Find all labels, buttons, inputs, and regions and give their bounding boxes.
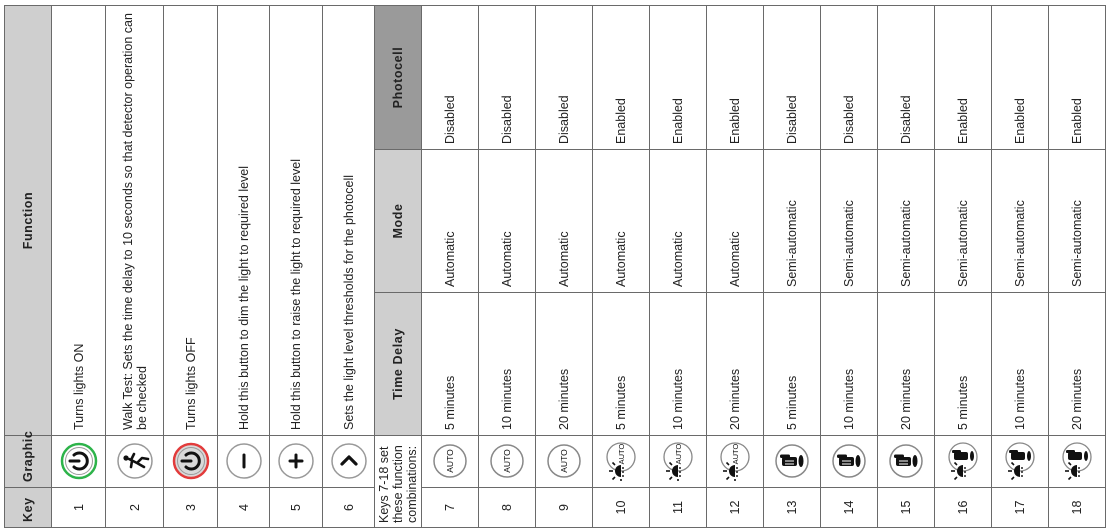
graphic-cell bbox=[650, 436, 707, 488]
time-delay-cell: 20 minutes bbox=[878, 293, 935, 436]
mode-cell: Automatic bbox=[650, 150, 707, 293]
minus-icon bbox=[224, 442, 264, 482]
mode-cell: Semi-automatic bbox=[1049, 150, 1106, 293]
auto-label: AUTO bbox=[674, 444, 683, 465]
key-header: Key bbox=[5, 488, 52, 528]
graphic-cell bbox=[935, 436, 992, 488]
key-cell: 18 bbox=[1049, 488, 1106, 528]
table-row bbox=[878, 6, 935, 528]
mode-cell: Automatic bbox=[536, 150, 593, 293]
key-cell: 12 bbox=[707, 488, 764, 528]
power-off-icon bbox=[171, 442, 211, 482]
auto-label: AUTO bbox=[502, 449, 512, 474]
time-delay-cell: 20 minutes bbox=[536, 293, 593, 436]
graphic-cell bbox=[992, 436, 1049, 488]
graphic-cell bbox=[218, 436, 270, 488]
mode-header: Mode bbox=[375, 150, 422, 293]
table-row bbox=[707, 6, 764, 528]
photocell-cell: Disabled bbox=[878, 6, 935, 150]
graphic-cell bbox=[422, 436, 479, 488]
photocell-cell: Enabled bbox=[707, 6, 764, 150]
mode-cell: Automatic bbox=[593, 150, 650, 293]
key-cell: 5 bbox=[270, 488, 323, 528]
time-delay-cell: 20 minutes bbox=[1049, 293, 1106, 436]
graphic-cell bbox=[536, 436, 593, 488]
graphic-cell bbox=[106, 436, 164, 488]
graphic-cell bbox=[52, 436, 106, 488]
walk-test-icon bbox=[115, 442, 155, 482]
graphic-cell bbox=[707, 436, 764, 488]
graphic-cell bbox=[323, 436, 375, 488]
hand-press-photocell-icon bbox=[1000, 442, 1040, 482]
key-cell: 1 bbox=[52, 488, 106, 528]
table-row bbox=[218, 6, 270, 528]
key-cell: 14 bbox=[821, 488, 878, 528]
auto-photocell-icon bbox=[601, 442, 641, 482]
auto-label: AUTO bbox=[731, 444, 740, 465]
graphic-cell bbox=[1049, 436, 1106, 488]
table-row bbox=[593, 6, 650, 528]
time-delay-header: Time Delay bbox=[375, 293, 422, 436]
combination-header-row bbox=[375, 6, 422, 528]
auto-photocell-icon bbox=[658, 442, 698, 482]
time-delay-cell: 10 minutes bbox=[992, 293, 1049, 436]
auto-icon bbox=[430, 442, 470, 482]
key-cell: 8 bbox=[479, 488, 536, 528]
hand-press-icon bbox=[886, 442, 926, 482]
table-row bbox=[1049, 6, 1106, 528]
mode-cell: Automatic bbox=[707, 150, 764, 293]
function-text: Hold this button to raise the light to required level bbox=[270, 6, 323, 436]
mode-cell: Semi-automatic bbox=[821, 150, 878, 293]
table-row bbox=[323, 6, 375, 528]
key-cell: 17 bbox=[992, 488, 1049, 528]
graphic-header: Graphic bbox=[5, 436, 52, 488]
photocell-cell: Disabled bbox=[422, 6, 479, 150]
photocell-cell: Disabled bbox=[536, 6, 593, 150]
combination-rows bbox=[422, 6, 1106, 528]
graphic-cell bbox=[479, 436, 536, 488]
key-cell: 7 bbox=[422, 488, 479, 528]
function-text: Hold this button to dim the light to required level bbox=[218, 6, 270, 436]
mode-cell: Semi-automatic bbox=[935, 150, 992, 293]
photocell-cell: Enabled bbox=[992, 6, 1049, 150]
graphic-cell bbox=[270, 436, 323, 488]
photocell-cell: Enabled bbox=[935, 6, 992, 150]
time-delay-cell: 5 minutes bbox=[935, 293, 992, 436]
chevron-right-icon bbox=[329, 442, 369, 482]
key-cell: 2 bbox=[106, 488, 164, 528]
auto-icon bbox=[487, 442, 527, 482]
mode-cell: Semi-automatic bbox=[992, 150, 1049, 293]
photocell-cell: Enabled bbox=[1049, 6, 1106, 150]
plus-icon bbox=[276, 442, 316, 482]
photocell-cell: Enabled bbox=[650, 6, 707, 150]
table-row bbox=[164, 6, 218, 528]
mode-cell: Semi-automatic bbox=[878, 150, 935, 293]
table-row bbox=[992, 6, 1049, 528]
key-cell: 13 bbox=[764, 488, 821, 528]
key-function-table bbox=[4, 5, 1106, 528]
time-delay-cell: 20 minutes bbox=[707, 293, 764, 436]
graphic-cell bbox=[164, 436, 218, 488]
time-delay-cell: 10 minutes bbox=[479, 293, 536, 436]
hand-press-icon bbox=[772, 442, 812, 482]
photocell-header: Photocell bbox=[375, 6, 422, 150]
key-cell: 16 bbox=[935, 488, 992, 528]
time-delay-cell: 5 minutes bbox=[764, 293, 821, 436]
time-delay-cell: 5 minutes bbox=[422, 293, 479, 436]
time-delay-cell: 5 minutes bbox=[593, 293, 650, 436]
key-cell: 15 bbox=[878, 488, 935, 528]
graphic-cell bbox=[821, 436, 878, 488]
power-on-icon bbox=[59, 442, 99, 482]
auto-label: AUTO bbox=[445, 449, 455, 474]
key-cell: 4 bbox=[218, 488, 270, 528]
function-text: Walk Test: Sets the time delay to 10 seconds so that detector operation can be checked bbox=[106, 6, 164, 436]
function-text: Turns lights ON bbox=[52, 6, 106, 436]
key-cell: 3 bbox=[164, 488, 218, 528]
table-row bbox=[106, 6, 164, 528]
table-row bbox=[764, 6, 821, 528]
time-delay-cell: 10 minutes bbox=[821, 293, 878, 436]
photocell-cell: Enabled bbox=[593, 6, 650, 150]
combination-intro: Keys 7-18 set these function combinations: bbox=[375, 436, 422, 528]
table-row bbox=[536, 6, 593, 528]
mode-cell: Semi-automatic bbox=[764, 150, 821, 293]
table-row bbox=[935, 6, 992, 528]
photocell-cell: Disabled bbox=[821, 6, 878, 150]
auto-label: AUTO bbox=[559, 449, 569, 474]
table-row bbox=[52, 6, 106, 528]
key-cell: 10 bbox=[593, 488, 650, 528]
table-row bbox=[821, 6, 878, 528]
key-cell: 9 bbox=[536, 488, 593, 528]
function-text: Turns lights OFF bbox=[164, 6, 218, 436]
auto-icon bbox=[544, 442, 584, 482]
mode-cell: Automatic bbox=[422, 150, 479, 293]
function-header: Function bbox=[5, 6, 52, 436]
table-row bbox=[422, 6, 479, 528]
function-text: Sets the light level thresholds for the photocell bbox=[323, 6, 375, 436]
table-row bbox=[479, 6, 536, 528]
hand-press-photocell-icon bbox=[1057, 442, 1097, 482]
key-cell: 6 bbox=[323, 488, 375, 528]
header-row bbox=[5, 6, 52, 528]
graphic-cell bbox=[593, 436, 650, 488]
time-delay-cell: 10 minutes bbox=[650, 293, 707, 436]
mode-cell: Automatic bbox=[479, 150, 536, 293]
photocell-cell: Disabled bbox=[479, 6, 536, 150]
key-cell: 11 bbox=[650, 488, 707, 528]
auto-photocell-icon bbox=[715, 442, 755, 482]
table-row bbox=[650, 6, 707, 528]
hand-press-icon bbox=[829, 442, 869, 482]
table-row bbox=[270, 6, 323, 528]
auto-label: AUTO bbox=[617, 444, 626, 465]
hand-press-photocell-icon bbox=[943, 442, 983, 482]
graphic-cell bbox=[764, 436, 821, 488]
photocell-cell: Disabled bbox=[764, 6, 821, 150]
graphic-cell bbox=[878, 436, 935, 488]
